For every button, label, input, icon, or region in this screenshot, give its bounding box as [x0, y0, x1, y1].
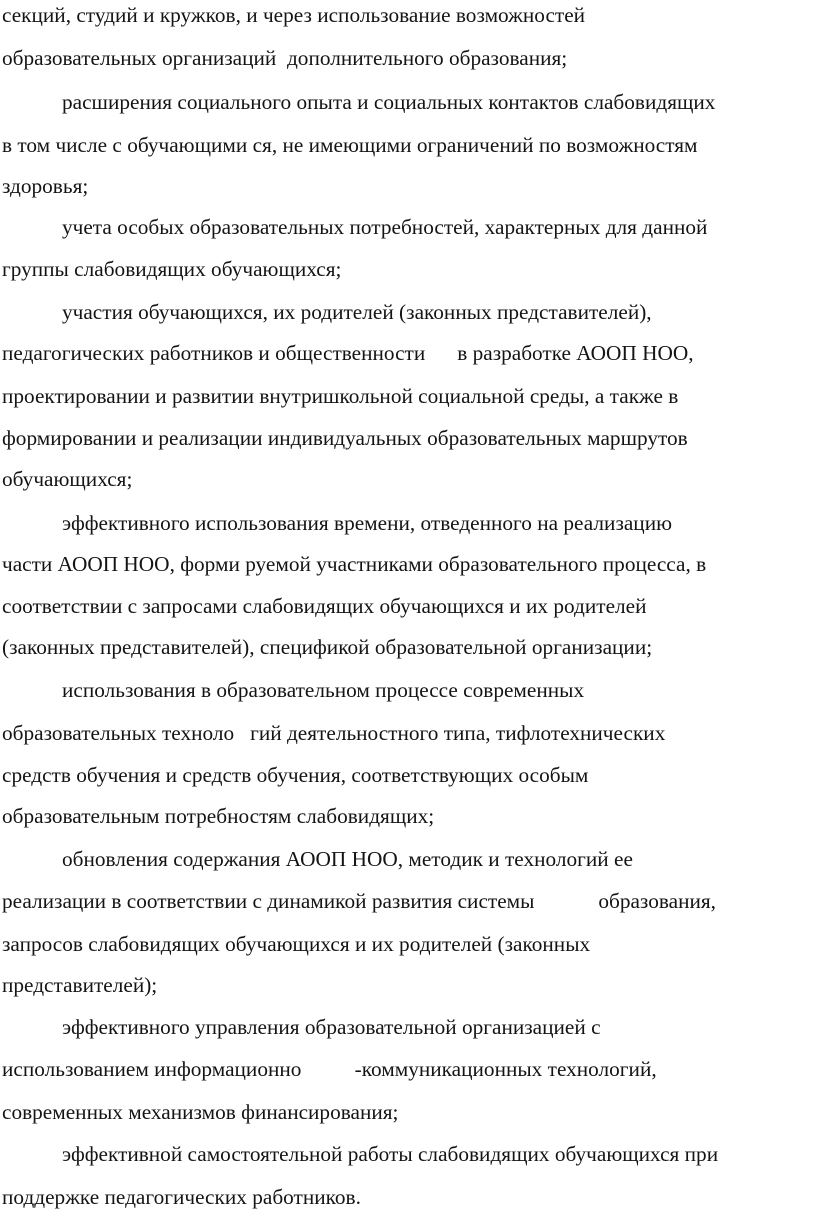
- text-line-25: эффективного управления образовательной организацией с: [62, 1015, 601, 1039]
- text-line-13: эффективного использования времени, отведенного на реализацию: [62, 511, 673, 535]
- text-line-16: (законных представителей), спецификой образовательной организации;: [2, 635, 653, 659]
- text-line-21: обновления содержания АООП НОО, методик и технологий ее: [62, 847, 633, 871]
- text-line-27: современных механизмов финансирования;: [2, 1100, 399, 1124]
- text-line-5: здоровья;: [2, 174, 89, 198]
- text-line-26: использованием информационно -коммуникационных технологий,: [2, 1057, 657, 1081]
- text-line-10: проектировании и развитии внутришкольной социальной среды, а также в: [2, 384, 679, 408]
- text-line-23: запросов слабовидящих обучающихся и их родителей (законных: [2, 932, 591, 956]
- text-line-17: использования в образовательном процессе современных: [62, 678, 585, 702]
- text-line-15: соответствии с запросами слабовидящих обучающихся и их родителей: [2, 594, 647, 618]
- text-line-1: секций, студий и кружков, и через использование возможностей: [2, 3, 586, 27]
- text-line-6: учета особых образовательных потребностей, характерных для данной: [62, 215, 708, 239]
- text-line-2: образовательных организаций дополнительного образования;: [2, 46, 568, 70]
- text-line-3: расширения социального опыта и социальных контактов слабовидящих: [62, 90, 716, 114]
- text-line-22: реализации в соответствии с динамикой развития системы образования,: [2, 889, 717, 913]
- text-line-19: средств обучения и средств обучения, соответствующих особым: [2, 763, 589, 787]
- text-line-29: поддержке педагогических работников.: [2, 1185, 361, 1209]
- text-line-4: в том числе с обучающими ся, не имеющими ограничений по возможностям: [2, 133, 698, 157]
- text-line-28: эффективной самостоятельной работы слабовидящих обучающихся при: [62, 1142, 719, 1166]
- text-line-14: части АООП НОО, форми руемой участниками образовательного процесса, в: [2, 552, 707, 576]
- text-line-11: формировании и реализации индивидуальных образовательных маршрутов: [2, 426, 688, 450]
- text-line-7: группы слабовидящих обучающихся;: [2, 257, 342, 281]
- text-line-12: обучающихся;: [2, 467, 133, 491]
- text-line-20: образовательным потребностям слабовидящих;: [2, 804, 435, 828]
- text-line-8: участия обучающихся, их родителей (законных представителей),: [62, 300, 652, 324]
- text-line-24: представителей);: [2, 973, 158, 997]
- text-line-9: педагогических работников и общественности в разработке АООП НОО,: [2, 341, 694, 365]
- text-line-18: образовательных техноло гий деятельностного типа, тифлотехнических: [2, 721, 666, 745]
